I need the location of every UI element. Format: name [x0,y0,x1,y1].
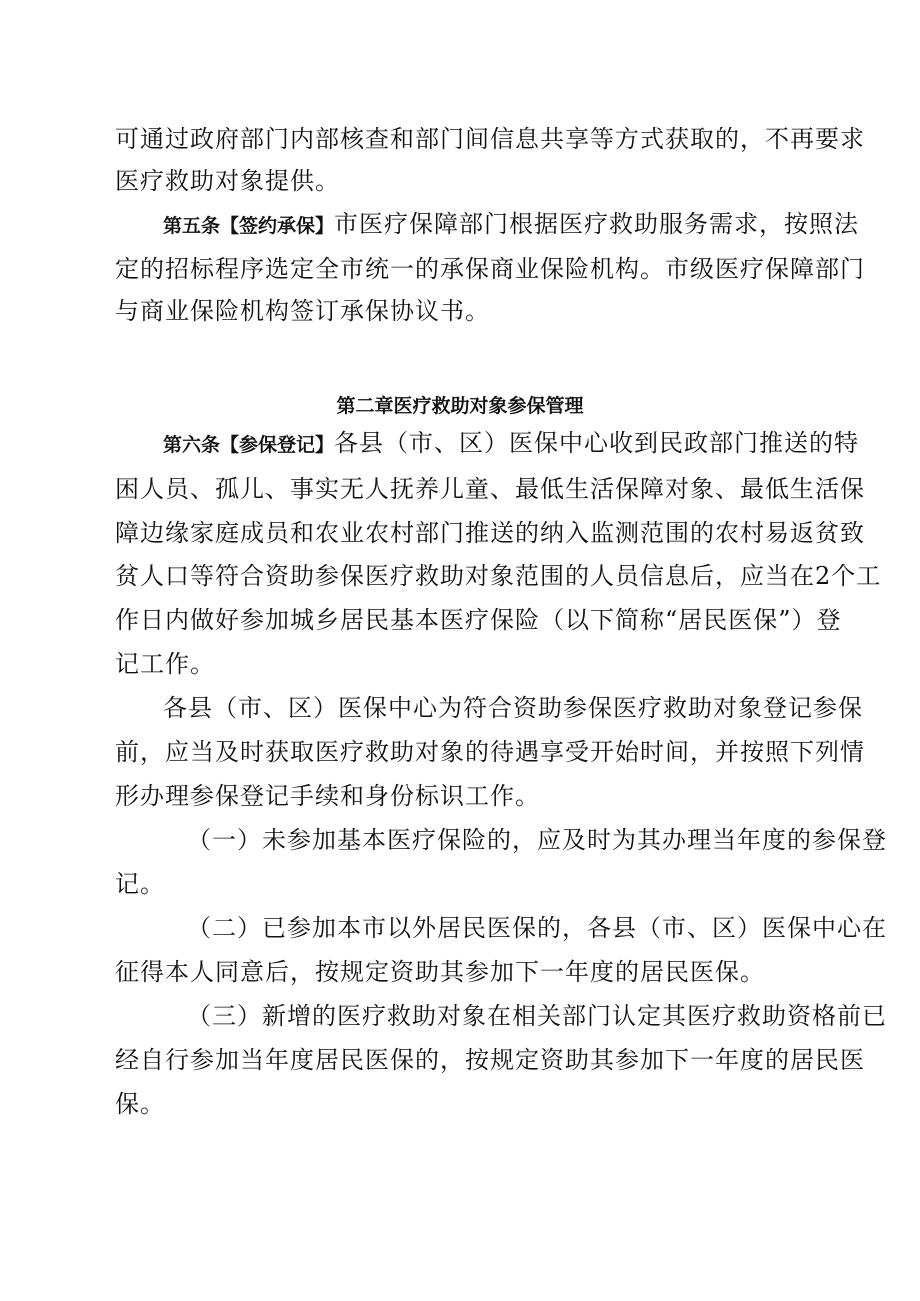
para-2-line-1: 各县（市、区）医保中心为符合资助参保医疗救助对象登记参保 [163,694,863,722]
article-6-text-1: 各县（市、区）医保中心收到民政部门推送的特 [334,429,860,457]
article-6-line-2: 困人员、孤儿、事实无人抚养儿童、最低生活保障对象、最低生活保 [115,475,865,503]
article-5-line-2: 定的招标程序选定全市统一的承保商业保险机构。市级医疗保障部门 [115,255,865,283]
article-6-label: 第六条【参保登记】 [163,434,335,456]
article-6-line-5: 作日内做好参加城乡居民基本医疗保险（以下简称“居民医保”）登 [115,606,842,634]
article-6-line-3: 障边缘家庭成员和农业农村部门推送的纳入监测范围的农村易返贫致 [115,519,865,547]
article-6-line-4: 贫人口等符合资助参保医疗救助对象范围的人员信息后，应当在2个工 [115,562,882,590]
item-2-line-2: 征得本人同意后，按规定资助其参加下一年度的居民医保。 [115,958,765,986]
item-3-line-1: （三）新增的医疗救助对象在相关部门认定其医疗救助资格前已 [187,1002,887,1030]
item-1-line-2: 记。 [115,870,165,898]
para-2-line-2: 前，应当及时获取医疗救助对象的待遇享受开始时间，并按照下列情 [115,738,865,766]
article-5-line-1 [163,209,859,241]
article-6-line-6: 记工作。 [115,650,215,678]
intro-line-1: 可通过政府部门内部核查和部门间信息共享等方式获取的，不再要求 [115,125,865,153]
article-6-line-1 [163,428,859,460]
article-5-text-1: 市医疗保障部门根据医疗救助服务需求，按照法 [334,210,860,238]
article-5-line-3: 与商业保险机构签订承保协议书。 [115,297,490,325]
item-3-line-3: 保。 [115,1090,165,1118]
item-3-line-2: 经自行参加当年度居民医保的，按规定资助其参加下一年度的居民医 [115,1046,865,1074]
item-2-line-1: （二）已参加本市以外居民医保的，各县（市、区）医保中心在 [187,914,887,942]
chapter-title: 第二章医疗救助对象参保管理 [336,395,584,417]
para-2-line-3: 形办理参保登记手续和身份标识工作。 [115,782,540,810]
article-5-label: 第五条【签约承保】 [163,215,335,237]
item-1-line-1: （一）未参加基本医疗保险的，应及时为其办理当年度的参保登 [187,826,887,854]
intro-line-2: 医疗救助对象提供。 [115,167,340,195]
